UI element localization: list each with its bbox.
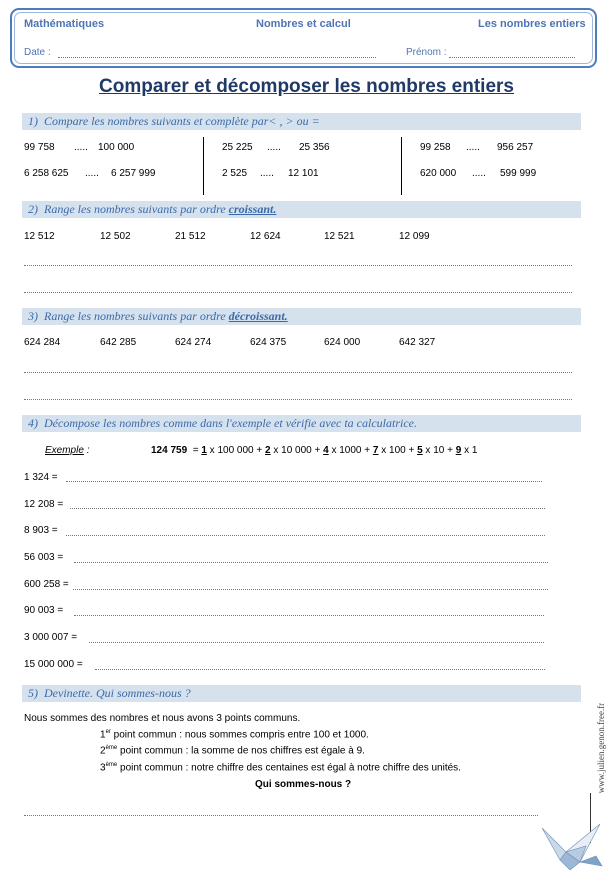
answer-line[interactable] [24, 399, 572, 400]
section1-divider-1 [203, 137, 204, 195]
firstname-label: Prénom : [406, 47, 447, 58]
compare-blank[interactable]: ..... [260, 168, 274, 179]
example-digit: 9 [455, 445, 462, 456]
example-term-rest: x 100 000 + [206, 445, 266, 456]
example-label: Exemple : [45, 445, 90, 456]
compare-left-number: 25 225 [222, 142, 253, 153]
sort-number: 624 000 [324, 337, 361, 348]
sort-number: 624 375 [250, 337, 287, 348]
answer-line[interactable] [70, 508, 545, 509]
compare-right-number: 25 356 [299, 142, 330, 153]
compare-left-number: 620 000 [420, 168, 457, 179]
answer-line[interactable] [24, 372, 572, 373]
riddle-intro: Nous sommes des nombres et nous avons 3 points communs. [24, 713, 301, 724]
decompose-item: 3 000 007 = [24, 632, 78, 643]
compare-left-number: 2 525 [222, 168, 248, 179]
header-domain: Nombres et calcul [256, 18, 351, 30]
sort-number: 12 521 [324, 231, 355, 242]
decompose-item: 12 208 = [24, 499, 64, 510]
section5-title: 5) Devinette. Qui sommes-nous ? [28, 686, 191, 700]
compare-left-number: 99 258 [420, 142, 451, 153]
answer-line[interactable] [66, 481, 542, 482]
section1-title: 1) Compare les nombres suivants et complète par< , > ou = [28, 114, 320, 128]
header-topic: Les nombres entiers [478, 18, 586, 30]
origami-crane-icon [540, 822, 604, 872]
example-digit: 2 [265, 445, 271, 456]
example-term-rest: x 1000 + [328, 445, 373, 456]
riddle-point-2: 2ème point commun : la somme de nos chiffres est égale à 9. [100, 745, 365, 757]
compare-right-number: 100 000 [98, 142, 135, 153]
answer-line[interactable] [66, 535, 545, 536]
sort-number: 642 285 [100, 337, 137, 348]
decompose-item: 56 003 = [24, 552, 64, 563]
example-term-rest: x 10 000 + [270, 445, 324, 456]
decompose-item: 90 003 = [24, 605, 64, 616]
answer-line[interactable] [74, 562, 548, 563]
compare-left-number: 99 758 [24, 142, 55, 153]
compare-blank[interactable]: ..... [472, 168, 486, 179]
section4-title: 4) Décompose les nombres comme dans l'exemple et vérifie avec ta calculatrice. [28, 416, 417, 430]
decompose-item: 15 000 000 = [24, 659, 83, 670]
answer-line[interactable] [95, 669, 545, 670]
sort-number: 624 274 [175, 337, 212, 348]
riddle-question: Qui sommes-nous ? [255, 779, 352, 790]
sort-number: 12 502 [100, 231, 131, 242]
compare-right-number: 6 257 999 [111, 168, 156, 179]
answer-line[interactable] [24, 292, 572, 293]
date-line[interactable] [58, 57, 376, 58]
sort-number: 12 512 [24, 231, 55, 242]
compare-blank[interactable]: ..... [74, 142, 88, 153]
example-term-rest: x 100 + [378, 445, 418, 456]
sort-number: 12 624 [250, 231, 281, 242]
compare-left-number: 6 258 625 [24, 168, 69, 179]
riddle-point-3: 3ème point commun : notre chiffre des centaines est égal à notre chiffre des unités. [100, 762, 461, 774]
example-digit: 5 [417, 445, 423, 456]
example-digit: 7 [372, 445, 379, 456]
compare-right-number: 12 101 [288, 168, 319, 179]
compare-right-number: 599 999 [500, 168, 537, 179]
sort-number: 12 099 [399, 231, 430, 242]
compare-blank[interactable]: ..... [85, 168, 99, 179]
answer-line[interactable] [24, 265, 572, 266]
example-term-rest: x 1 [461, 445, 478, 456]
compare-blank[interactable]: ..... [267, 142, 281, 153]
date-label: Date : [24, 47, 51, 58]
compare-blank[interactable]: ..... [466, 142, 480, 153]
compare-right-number: 956 257 [497, 142, 534, 153]
answer-line[interactable] [24, 815, 538, 816]
sort-number: 624 284 [24, 337, 61, 348]
page-title: Comparer et décomposer les nombres entiers [99, 76, 514, 97]
example-digit: 4 [323, 445, 329, 456]
section2-title: 2) Range les nombres suivants par ordre croissant. [28, 202, 277, 216]
side-url: www.julien.genon.free.fr [596, 702, 606, 794]
example-term-rest: x 10 + [422, 445, 456, 456]
answer-line[interactable] [74, 615, 544, 616]
sort-number: 21 512 [175, 231, 206, 242]
answer-line[interactable] [73, 589, 548, 590]
answer-line[interactable] [89, 642, 544, 643]
firstname-line[interactable] [449, 57, 575, 58]
example-digit: 1 [201, 445, 207, 456]
riddle-point-1: 1er point commun : nous sommes compris entre 100 et 1000. [100, 729, 369, 741]
decompose-item: 8 903 = [24, 525, 58, 536]
decompose-item: 600 258 = [24, 579, 69, 590]
example-decomposition: 124 759 = 1 x 100 000 + 2 x 10 000 + 4 x 1000 + 7 x 100 + 5 x 10 + 9 x 1 [151, 445, 478, 456]
decompose-item: 1 324 = [24, 472, 58, 483]
section1-divider-2 [401, 137, 402, 195]
sort-number: 642 327 [399, 337, 436, 348]
header-subject: Mathématiques [24, 18, 105, 30]
section3-title: 3) Range les nombres suivants par ordre décroissant. [28, 309, 288, 323]
